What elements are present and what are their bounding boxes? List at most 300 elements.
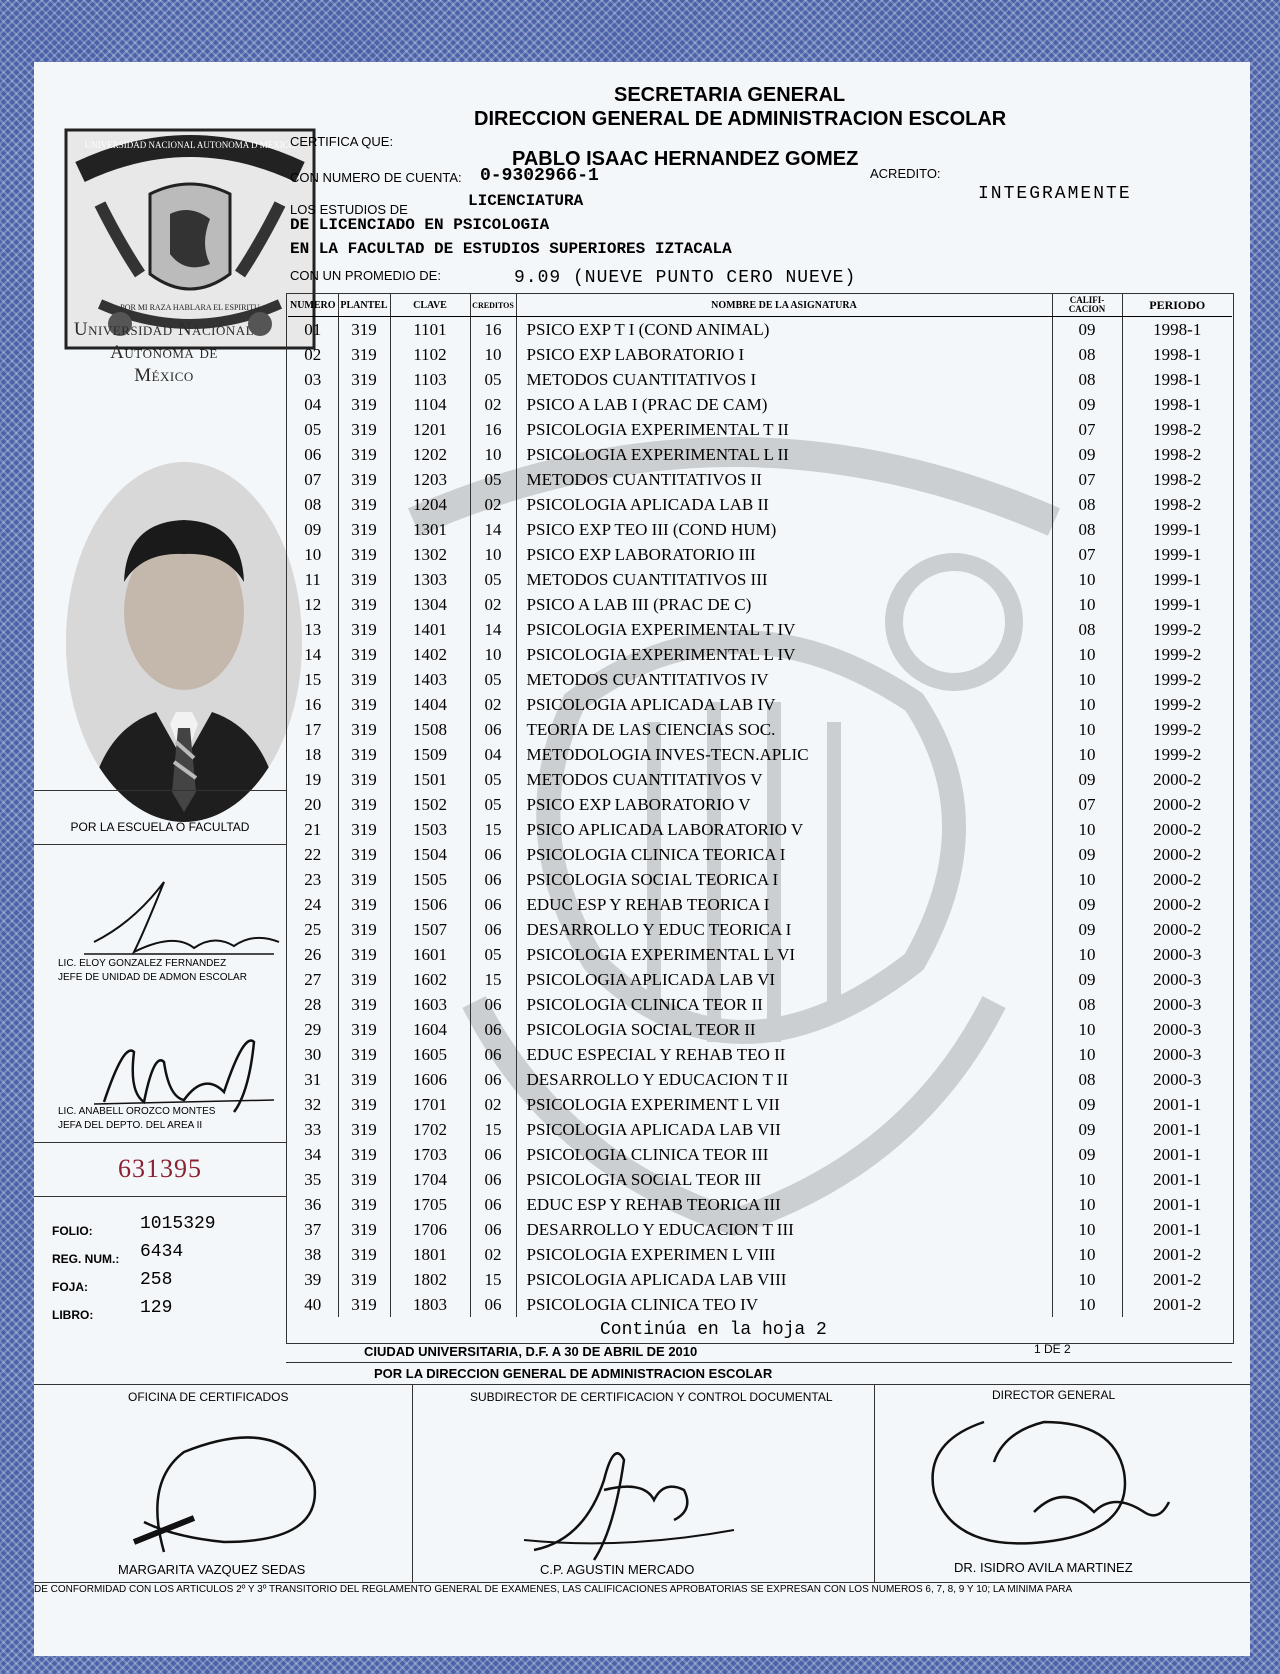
cell-plantel: 319 [338,1042,390,1067]
cell-periodo: 1999-1 [1153,595,1202,614]
cell-clave: 1501 [390,767,470,792]
cell-nombre: DESARROLLO Y EDUCACION T II [516,1067,1052,1092]
cell-periodo: 1999-2 [1153,670,1202,689]
cell-plantel: 319 [338,1192,390,1217]
cell-plantel: 319 [338,417,390,442]
cell-numero: 22 [288,842,338,867]
cell-creditos: 06 [470,1017,516,1042]
cell-nombre: PSICO A LAB III (PRAC DE C) [516,592,1052,617]
cell-periodo: 2000-3 [1153,945,1202,964]
cell-nombre: METODOLOGIA INVES-TECN.APLIC [516,742,1052,767]
table-row [288,642,1232,667]
cell-plantel: 319 [338,1067,390,1092]
cell-plantel: 319 [338,342,390,367]
table-row [288,342,1232,367]
cell-numero: 01 [288,317,338,343]
cell-numero: 21 [288,817,338,842]
cell-clave: 1203 [390,467,470,492]
table-row [288,592,1232,617]
cell-calificacion: 07 [1052,792,1122,817]
cell-creditos: 02 [470,1092,516,1117]
cell-periodo: 1999-2 [1153,620,1202,639]
folio-label: FOLIO: [52,1224,93,1238]
cell-plantel: 319 [338,592,390,617]
cell-calificacion: 08 [1052,342,1122,367]
col-header-nombre: NOMBRE DE LA ASIGNATURA [516,294,1052,317]
cell-calificacion: 10 [1052,1292,1122,1317]
signature-agustin-mercado [504,1420,744,1570]
cell-numero: 20 [288,792,338,817]
cell-periodo: 1999-2 [1153,720,1202,739]
cell-clave: 1204 [390,492,470,517]
cell-clave: 1104 [390,392,470,417]
table-row [288,517,1232,542]
table-row [288,1242,1232,1267]
divider [34,1582,1250,1583]
cell-creditos: 06 [470,1292,516,1317]
foja-value: 258 [140,1270,173,1290]
cell-plantel: 319 [338,742,390,767]
header-secretaria: SECRETARIA GENERAL [614,84,846,106]
table-row [288,942,1232,967]
cell-clave: 1605 [390,1042,470,1067]
cell-nombre: PSICOLOGIA EXPERIMENTAL T II [516,417,1052,442]
cell-nombre: PSICO EXP LABORATORIO I [516,342,1052,367]
crest-seal-text: UNIVERSIDAD NACIONAL AUTONOMA D MEXICO [84,140,296,150]
table-row [288,1167,1232,1192]
cell-numero: 24 [288,892,338,917]
cell-periodo: 2000-3 [1153,1020,1202,1039]
cell-periodo: 2000-3 [1153,995,1202,1014]
cell-creditos: 06 [470,1042,516,1067]
cell-plantel: 319 [338,717,390,742]
cell-nombre: PSICOLOGIA EXPERIMEN L VIII [516,1242,1052,1267]
serial-number: 631395 [118,1154,202,1183]
office3-title: DIRECTOR GENERAL [992,1388,1116,1402]
cell-plantel: 319 [338,792,390,817]
cell-clave: 1101 [390,317,470,343]
header-direccion: DIRECCION GENERAL DE ADMINISTRACION ESCOLAR [474,108,1007,130]
cell-plantel: 319 [338,867,390,892]
cell-periodo: 1998-2 [1153,445,1202,464]
cell-clave: 1102 [390,342,470,367]
cell-calificacion: 10 [1052,567,1122,592]
city-date: CIUDAD UNIVERSITARIA, D.F. A 30 DE ABRIL DE 2010 [364,1344,698,1359]
cell-clave: 1505 [390,867,470,892]
cell-nombre: PSICOLOGIA EXPERIMENTAL L VI [516,942,1052,967]
acredito-value: INTEGRAMENTE [978,184,1132,204]
cell-calificacion: 09 [1052,892,1122,917]
cell-plantel: 319 [338,567,390,592]
cell-nombre: METODOS CUANTITATIVOS I [516,367,1052,392]
cell-plantel: 319 [338,617,390,642]
libro-value: 129 [140,1298,173,1318]
cell-calificacion: 09 [1052,1142,1122,1167]
cell-numero: 17 [288,717,338,742]
cell-creditos: 05 [470,567,516,592]
cell-periodo: 2001-1 [1153,1145,1202,1164]
cell-clave: 1803 [390,1292,470,1317]
cell-creditos: 02 [470,392,516,417]
cell-clave: 1602 [390,967,470,992]
cell-creditos: 06 [470,842,516,867]
cell-nombre: PSICOLOGIA EXPERIMENTAL L II [516,442,1052,467]
cell-calificacion: 08 [1052,517,1122,542]
cell-numero: 04 [288,392,338,417]
cell-calificacion: 07 [1052,467,1122,492]
cell-numero: 32 [288,1092,338,1117]
table-row [288,692,1232,717]
table-header-row [288,294,1232,317]
cell-numero: 27 [288,967,338,992]
cell-numero: 16 [288,692,338,717]
cell-nombre: PSICOLOGIA APLICADA LAB IV [516,692,1052,717]
cell-creditos: 04 [470,742,516,767]
col-header-periodo: PERIODO [1122,294,1232,317]
cell-calificacion: 09 [1052,842,1122,867]
cell-numero: 13 [288,617,338,642]
cell-periodo: 2000-2 [1153,820,1202,839]
divider [412,1384,413,1582]
cell-creditos: 15 [470,1117,516,1142]
divider [34,844,286,845]
cell-creditos: 14 [470,517,516,542]
cell-periodo: 1998-2 [1153,420,1202,439]
cell-nombre: PSICOLOGIA EXPERIMENTAL L IV [516,642,1052,667]
cell-periodo: 2001-1 [1153,1220,1202,1239]
folio-value: 1015329 [140,1214,216,1234]
libro-label: LIBRO: [52,1308,94,1322]
cell-plantel: 319 [338,442,390,467]
cell-creditos: 15 [470,1267,516,1292]
cell-nombre: EDUC ESP Y REHAB TEORICA I [516,892,1052,917]
cell-numero: 36 [288,1192,338,1217]
cell-creditos: 10 [470,642,516,667]
table-row [288,617,1232,642]
cell-periodo: 2000-2 [1153,795,1202,814]
cell-periodo: 1998-2 [1153,495,1202,514]
cell-calificacion: 08 [1052,492,1122,517]
continua-note: Continúa en la hoja 2 [600,1320,827,1340]
cell-plantel: 319 [338,817,390,842]
cell-calificacion: 10 [1052,1267,1122,1292]
cell-clave: 1201 [390,417,470,442]
cell-creditos: 10 [470,442,516,467]
cell-calificacion: 08 [1052,617,1122,642]
cell-periodo: 1999-1 [1153,520,1202,539]
cell-creditos: 06 [470,717,516,742]
cell-numero: 03 [288,367,338,392]
cell-creditos: 16 [470,417,516,442]
cell-creditos: 05 [470,367,516,392]
cell-calificacion: 10 [1052,942,1122,967]
cell-nombre: PSICOLOGIA EXPERIMENTAL T IV [516,617,1052,642]
cell-plantel: 319 [338,392,390,417]
cell-nombre: PSICOLOGIA APLICADA LAB VI [516,967,1052,992]
cell-nombre: TEORIA DE LAS CIENCIAS SOC. [516,717,1052,742]
cell-plantel: 319 [338,1242,390,1267]
cell-plantel: 319 [338,767,390,792]
table-row [288,1067,1232,1092]
table-row [288,467,1232,492]
cell-calificacion: 10 [1052,642,1122,667]
crest-motto-text: POR MI RAZA HABLARA EL ESPIRITU [120,303,260,312]
promedio-label: CON UN PROMEDIO DE: [290,268,441,283]
estudios-label: LOS ESTUDIOS DE [290,202,408,217]
col-header-calificacion [1052,294,1122,317]
cell-nombre: PSICOLOGIA CLINICA TEO IV [516,1292,1052,1317]
cell-periodo: 1999-2 [1153,695,1202,714]
legal-footer: DE CONFORMIDAD CON LOS ARTICULOS 2º Y 3º TRANSITORIO DEL REGLAMENTO GENERAL DE EXAMENES, LAS CALIFICACIONES APROBATORIAS SE EXPRESAN CON LOS NUMEROS 6, 7, 8, 9 Y 10; LA MINIMA PARA [34,1584,1073,1595]
cell-numero: 25 [288,917,338,942]
cell-calificacion: 09 [1052,917,1122,942]
table-row [288,542,1232,567]
cell-plantel: 319 [338,467,390,492]
cell-numero: 08 [288,492,338,517]
cell-plantel: 319 [338,542,390,567]
cell-clave: 1702 [390,1117,470,1142]
cell-clave: 1304 [390,592,470,617]
table-row [288,1192,1232,1217]
cell-plantel: 319 [338,1142,390,1167]
table-row [288,867,1232,892]
cell-periodo: 1999-2 [1153,745,1202,764]
table-row [288,717,1232,742]
office2-title: SUBDIRECTOR DE CERTIFICACION Y CONTROL DOCUMENTAL [470,1390,833,1404]
cell-periodo: 1998-1 [1153,395,1202,414]
cell-plantel: 319 [338,367,390,392]
cell-nombre: DESARROLLO Y EDUCACION T III [516,1217,1052,1242]
cell-numero: 19 [288,767,338,792]
cell-calificacion: 08 [1052,992,1122,1017]
cell-nombre: PSICOLOGIA APLICADA LAB II [516,492,1052,517]
cell-clave: 1404 [390,692,470,717]
escuela-label: POR LA ESCUELA O FACULTAD [70,820,250,834]
grades-body [288,317,1232,1318]
cell-plantel: 319 [338,942,390,967]
cell-clave: 1507 [390,917,470,942]
cell-nombre: PSICOLOGIA APLICADA LAB VIII [516,1267,1052,1292]
cell-periodo: 2001-1 [1153,1195,1202,1214]
cell-numero: 30 [288,1042,338,1067]
cell-creditos: 05 [470,767,516,792]
cell-numero: 39 [288,1267,338,1292]
table-row [288,842,1232,867]
cell-clave: 1701 [390,1092,470,1117]
cell-nombre: PSICOLOGIA CLINICA TEORICA I [516,842,1052,867]
cell-numero: 06 [288,442,338,467]
cell-numero: 09 [288,517,338,542]
cell-clave: 1603 [390,992,470,1017]
cell-calificacion: 07 [1052,542,1122,567]
cell-creditos: 15 [470,817,516,842]
cell-nombre: PSICO A LAB I (PRAC DE CAM) [516,392,1052,417]
cell-calificacion: 10 [1052,717,1122,742]
table-row [288,1017,1232,1042]
table-row [288,392,1232,417]
cell-creditos: 02 [470,592,516,617]
cell-calificacion: 10 [1052,1217,1122,1242]
cell-numero: 33 [288,1117,338,1142]
office1-title: OFICINA DE CERTIFICADOS [128,1390,289,1404]
cell-numero: 10 [288,542,338,567]
cell-calificacion: 10 [1052,1192,1122,1217]
cell-clave: 1706 [390,1217,470,1242]
cell-numero: 40 [288,1292,338,1317]
table-row [288,1042,1232,1067]
cell-nombre: METODOS CUANTITATIVOS III [516,567,1052,592]
direccion-label: POR LA DIRECCION GENERAL DE ADMINISTRACION ESCOLAR [374,1366,773,1381]
cuenta-value: 0-9302966-1 [480,166,599,186]
table-row [288,767,1232,792]
cell-calificacion: 10 [1052,1017,1122,1042]
table-row [288,417,1232,442]
cell-nombre: PSICOLOGIA CLINICA TEOR III [516,1142,1052,1167]
cell-numero: 15 [288,667,338,692]
cell-numero: 18 [288,742,338,767]
cell-numero: 12 [288,592,338,617]
signature-margarita-vazquez [104,1422,344,1562]
cell-nombre: PSICO EXP T I (COND ANIMAL) [516,317,1052,343]
cell-nombre: PSICOLOGIA APLICADA LAB VII [516,1117,1052,1142]
cell-nombre: METODOS CUANTITATIVOS IV [516,667,1052,692]
page-indicator: 1 DE 2 [1034,1342,1071,1356]
cell-periodo: 1998-1 [1153,320,1202,339]
table-row [288,792,1232,817]
cell-creditos: 06 [470,1167,516,1192]
table-row [288,667,1232,692]
cell-clave: 1703 [390,1142,470,1167]
signer2-title: JEFA DEL DEPTO. DEL AREA II [58,1120,203,1131]
cell-nombre: PSICOLOGIA EXPERIMENT L VII [516,1092,1052,1117]
university-name [34,318,294,387]
cell-periodo: 2000-2 [1153,920,1202,939]
cell-numero: 35 [288,1167,338,1192]
col-header-calif-line2: CACION [1068,304,1106,314]
cell-numero: 38 [288,1242,338,1267]
cell-numero: 14 [288,642,338,667]
cell-clave: 1402 [390,642,470,667]
cell-plantel: 319 [338,1292,390,1317]
cell-numero: 11 [288,567,338,592]
cell-clave: 1103 [390,367,470,392]
cell-calificacion: 10 [1052,1242,1122,1267]
cell-clave: 1202 [390,442,470,467]
cell-clave: 1604 [390,1017,470,1042]
cell-creditos: 14 [470,617,516,642]
divider [286,1362,1232,1363]
cell-periodo: 2001-1 [1153,1120,1202,1139]
cell-clave: 1705 [390,1192,470,1217]
cell-creditos: 02 [470,492,516,517]
regnum-value: 6434 [140,1242,184,1262]
table-row [288,967,1232,992]
cell-nombre: PSICO EXP LABORATORIO V [516,792,1052,817]
cell-plantel: 319 [338,917,390,942]
cell-creditos: 16 [470,317,516,343]
col-header-creditos: CREDITOS [470,294,516,317]
col-header-numero: NUMERO [288,294,338,317]
cell-creditos: 15 [470,967,516,992]
cell-plantel: 319 [338,1167,390,1192]
certificate-paper [34,62,1250,1656]
cell-creditos: 06 [470,1067,516,1092]
cell-periodo: 1999-2 [1153,645,1202,664]
cell-plantel: 319 [338,1017,390,1042]
grades-table [288,294,1232,1317]
cell-nombre: PSICOLOGIA SOCIAL TEOR II [516,1017,1052,1042]
cell-periodo: 2000-2 [1153,845,1202,864]
cell-creditos: 06 [470,1217,516,1242]
cell-calificacion: 10 [1052,742,1122,767]
signer1-title: JEFE DE UNIDAD DE ADMON ESCOLAR [58,972,247,983]
cell-creditos: 02 [470,692,516,717]
faculty-value: EN LA FACULTAD DE ESTUDIOS SUPERIORES IZTACALA [290,240,732,258]
cell-creditos: 05 [470,792,516,817]
cell-nombre: EDUC ESP Y REHAB TEORICA III [516,1192,1052,1217]
cell-calificacion: 10 [1052,667,1122,692]
foja-label: FOJA: [52,1280,88,1294]
cell-creditos: 06 [470,992,516,1017]
signature-eloy-gonzalez [74,862,284,962]
regnum-label: REG. NUM.: [52,1252,120,1266]
cell-plantel: 319 [338,1217,390,1242]
cell-creditos: 10 [470,342,516,367]
cell-plantel: 319 [338,1092,390,1117]
cell-nombre: PSICOLOGIA SOCIAL TEOR III [516,1167,1052,1192]
col-header-calif-line1: CALIFI- [1069,295,1105,305]
cell-clave: 1506 [390,892,470,917]
acredito-label: ACREDITO: [870,166,941,181]
cell-plantel: 319 [338,992,390,1017]
cell-creditos: 06 [470,867,516,892]
cell-creditos: 02 [470,1242,516,1267]
signer1-name: LIC. ELOY GONZALEZ FERNANDEZ [58,958,227,969]
cell-clave: 1503 [390,817,470,842]
student-photo [66,462,302,822]
cell-periodo: 1999-1 [1153,570,1202,589]
table-row [288,317,1232,343]
cell-creditos: 10 [470,542,516,567]
cell-calificacion: 10 [1052,1167,1122,1192]
cell-periodo: 1998-2 [1153,470,1202,489]
divider [34,1142,286,1143]
cell-plantel: 319 [338,517,390,542]
cell-periodo: 1998-1 [1153,370,1202,389]
cell-calificacion: 10 [1052,817,1122,842]
cell-clave: 1302 [390,542,470,567]
cell-calificacion: 09 [1052,767,1122,792]
cell-clave: 1303 [390,567,470,592]
cell-nombre: METODOS CUANTITATIVOS II [516,467,1052,492]
cell-clave: 1509 [390,742,470,767]
cell-creditos: 05 [470,467,516,492]
university-name-line2: Autónoma de [110,342,218,363]
cell-plantel: 319 [338,967,390,992]
table-row [288,442,1232,467]
cell-plantel: 319 [338,642,390,667]
university-name-line1: Universidad Nacional [73,319,255,340]
office1-name: MARGARITA VAZQUEZ SEDAS [118,1562,306,1577]
table-row [288,1267,1232,1292]
table-row [288,817,1232,842]
signer2-name: LIC. ANABELL OROZCO MONTES [58,1106,216,1117]
cell-calificacion: 10 [1052,592,1122,617]
cell-plantel: 319 [338,667,390,692]
table-row [288,1117,1232,1142]
cell-plantel: 319 [338,842,390,867]
cell-nombre: METODOS CUANTITATIVOS V [516,767,1052,792]
